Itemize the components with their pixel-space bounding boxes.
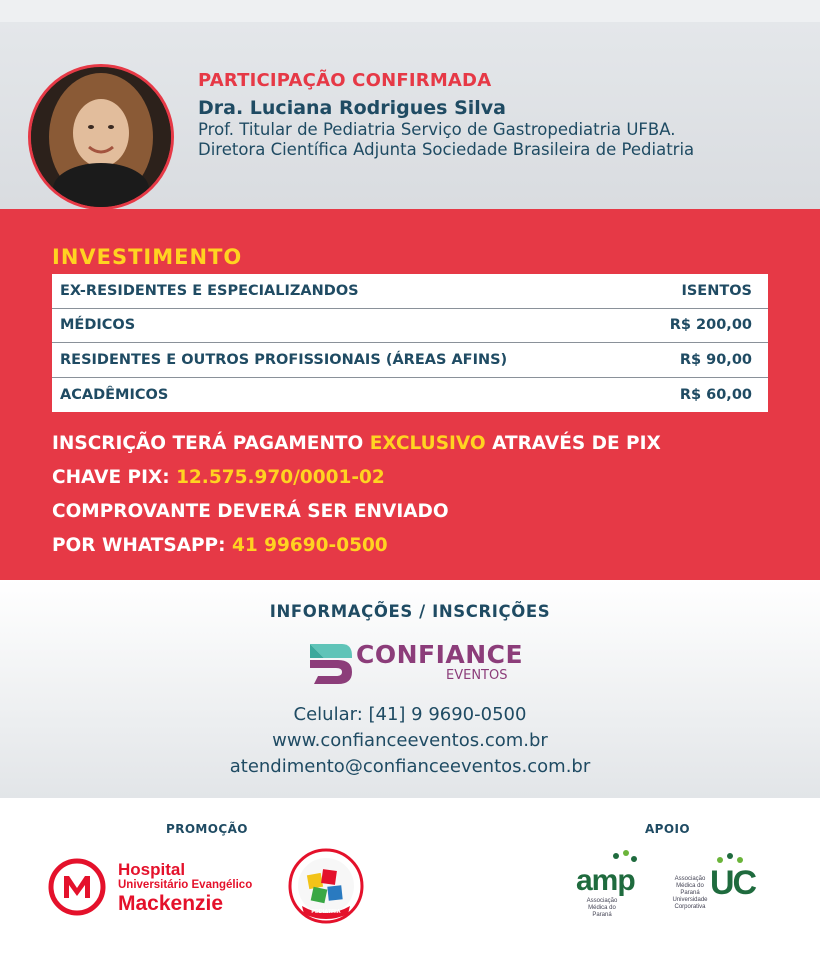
promo-label: PROMOÇÃO [166, 822, 248, 836]
price-row [52, 274, 768, 309]
hospital-line-1: Hospital [118, 860, 186, 879]
speaker-title-1: Prof. Titular de Pediatria Serviço de Gastropediatria UFBA. [198, 120, 676, 139]
uc-caption: Associação Médica do Paraná Universidade Corporativa [672, 876, 708, 910]
top-strip [0, 0, 820, 22]
speaker-name: Dra. Luciana Rodrigues Silva [198, 97, 507, 119]
confiance-sub: EVENTOS [446, 668, 508, 683]
uc-wordmark: UC [710, 864, 756, 902]
payment-line-1 [52, 433, 661, 454]
confirmed-label: PARTICIPAÇÃO CONFIRMADA [198, 70, 492, 91]
confiance-s-icon [308, 638, 354, 686]
hospital-line-2: Universitário Evangélico [118, 879, 253, 891]
pediatria-badge [288, 848, 364, 928]
whatsapp-line [52, 535, 388, 556]
price-value: R$ 60,00 [679, 386, 752, 403]
payment-suffix: ATRAVÉS DE PIX [485, 433, 661, 454]
price-category: ACADÊMICOS [60, 386, 169, 403]
price-row [52, 343, 768, 378]
confiance-brand: CONFIANCE [356, 640, 524, 669]
price-category: EX-RESIDENTES E ESPECIALIZANDOS [60, 282, 359, 299]
contact-website[interactable]: www.confianceeventos.com.br [272, 730, 548, 751]
pix-key: 12.575.970/0001-02 [176, 467, 385, 488]
contact-email[interactable]: atendimento@confianceeventos.com.br [229, 756, 591, 777]
investment-section [0, 209, 820, 580]
amp-logo [576, 856, 635, 919]
price-value: R$ 90,00 [679, 351, 752, 368]
price-table [52, 274, 768, 412]
mackenzie-m-icon [48, 858, 106, 916]
amp-wordmark: amp [576, 864, 635, 897]
speaker-title-2: Diretora Científica Adjunta Sociedade Brasileira de Pediatria [198, 140, 695, 159]
whatsapp-number: 41 99690-0500 [231, 535, 388, 556]
hospital-line-3: Mackenzie [118, 892, 224, 915]
sponsors-footer [0, 798, 820, 971]
info-section [0, 580, 820, 798]
mackenzie-logo [48, 858, 253, 920]
speaker-photo [28, 64, 174, 210]
info-title: INFORMAÇÕES / INSCRIÇÕES [269, 602, 551, 621]
whatsapp-label: POR WHATSAPP: [52, 535, 232, 556]
price-row [52, 378, 768, 413]
amp-caption: Associação Médica do Paraná [586, 898, 618, 918]
price-value: R$ 200,00 [669, 317, 752, 334]
pix-label: CHAVE PIX: [52, 467, 177, 488]
price-category: RESIDENTES E OUTROS PROFISSIONAIS (ÁREAS AFINS) [60, 351, 508, 368]
payment-exclusive: EXCLUSIVO [369, 433, 486, 454]
pediatria-label: PEDIATRIA [311, 909, 341, 915]
speaker-section [0, 22, 820, 209]
payment-prefix: INSCRIÇÃO TERÁ PAGAMENTO [52, 433, 370, 454]
investment-title: INVESTIMENTO [52, 245, 243, 269]
price-category: MÉDICOS [60, 317, 136, 334]
contact-phone: Celular: [41] 9 9690-0500 [293, 704, 527, 725]
price-row [52, 309, 768, 344]
pix-line [52, 467, 385, 488]
price-value: ISENTOS [681, 282, 752, 299]
receipt-line: COMPROVANTE DEVERÁ SER ENVIADO [52, 501, 449, 522]
support-label: APOIO [645, 822, 690, 836]
amp-dots-icon [576, 850, 640, 870]
confiance-logo [308, 638, 524, 688]
